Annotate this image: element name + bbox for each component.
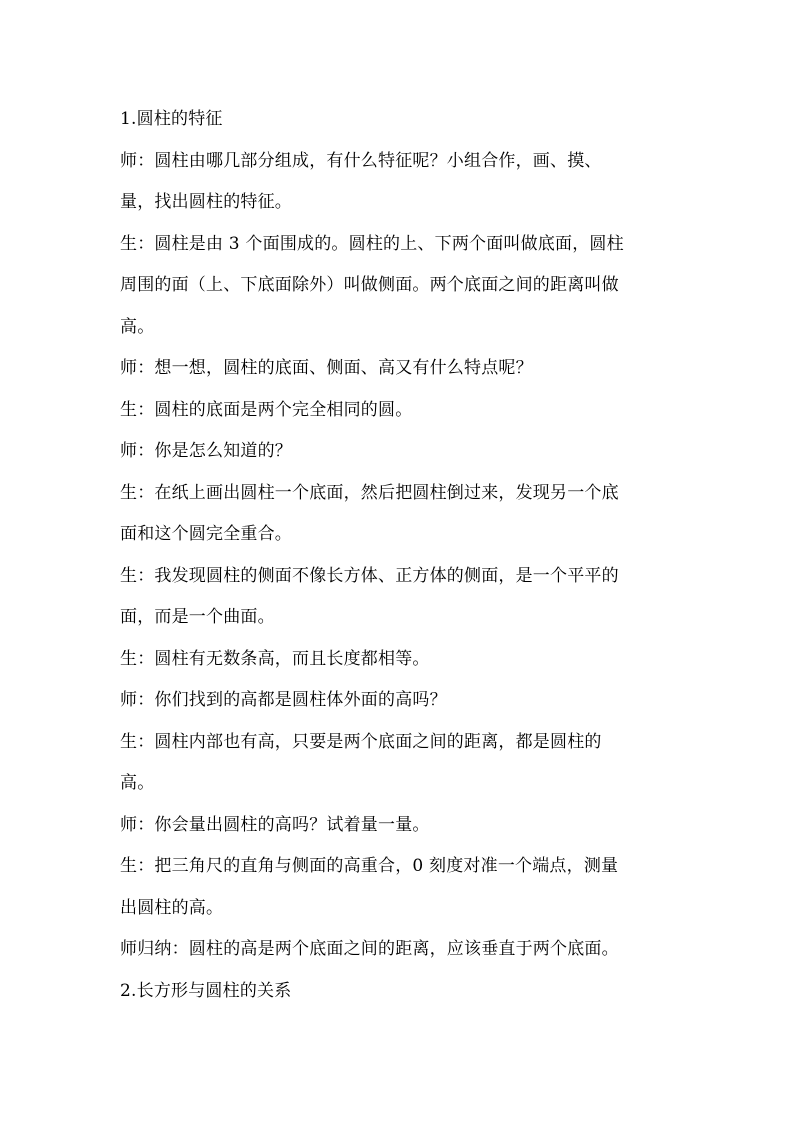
section-heading-rectangle-cylinder-relation: 2.长方形与圆柱的关系 <box>120 980 292 1001</box>
text-line: 出圆柱的高。 <box>120 897 224 918</box>
text-line: 师：圆柱由哪几部分组成，有什么特征呢？小组合作，画、摸、 <box>120 150 602 171</box>
text-line: 生：在纸上画出圆柱一个底面，然后把圆柱倒过来，发现另一个底 <box>120 482 619 503</box>
text-line: 师：想一想，圆柱的底面、侧面、高又有什么特点呢？ <box>120 358 533 378</box>
text-line: 师：你是怎么知道的？ <box>120 441 292 461</box>
text-line: 师：你们找到的高都是圆柱体外面的高吗？ <box>120 690 447 710</box>
text-line: 面和这个圆完全重合。 <box>120 524 292 544</box>
text-line: 生：我发现圆柱的侧面不像长方体、正方体的侧面，是一个平平的 <box>120 565 619 586</box>
text-line: 高。 <box>120 773 155 793</box>
text-line: 生：圆柱内部也有高，只要是两个底面之间的距离，都是圆柱的 <box>120 731 602 752</box>
text-line: 生：圆柱的底面是两个完全相同的圆。 <box>120 399 413 420</box>
text-line: 周围的面（上、下底面除外）叫做侧面。两个底面之间的距离叫做 <box>120 275 619 295</box>
section-heading-cylinder-features: 1.圆柱的特征 <box>120 109 223 129</box>
document-body <box>120 99 680 1012</box>
text-line: 师归纳：圆柱的高是两个底面之间的距离，应该垂直于两个底面。 <box>120 939 619 959</box>
text-line: 生：把三角尺的直角与侧面的高重合，0 刻度对准一个端点，测量 <box>120 856 619 876</box>
text-line: 面，而是一个曲面。 <box>120 607 275 627</box>
text-line: 生：圆柱是由 3 个面围成的。圆柱的上、下两个面叫做底面，圆柱 <box>120 233 624 254</box>
text-line: 生：圆柱有无数条高，而且长度都相等。 <box>120 648 430 669</box>
text-line: 高。 <box>120 316 155 337</box>
text-line: 量，找出圆柱的特征。 <box>120 192 292 212</box>
text-line: 师：你会量出圆柱的高吗？试着量一量。 <box>120 814 430 835</box>
